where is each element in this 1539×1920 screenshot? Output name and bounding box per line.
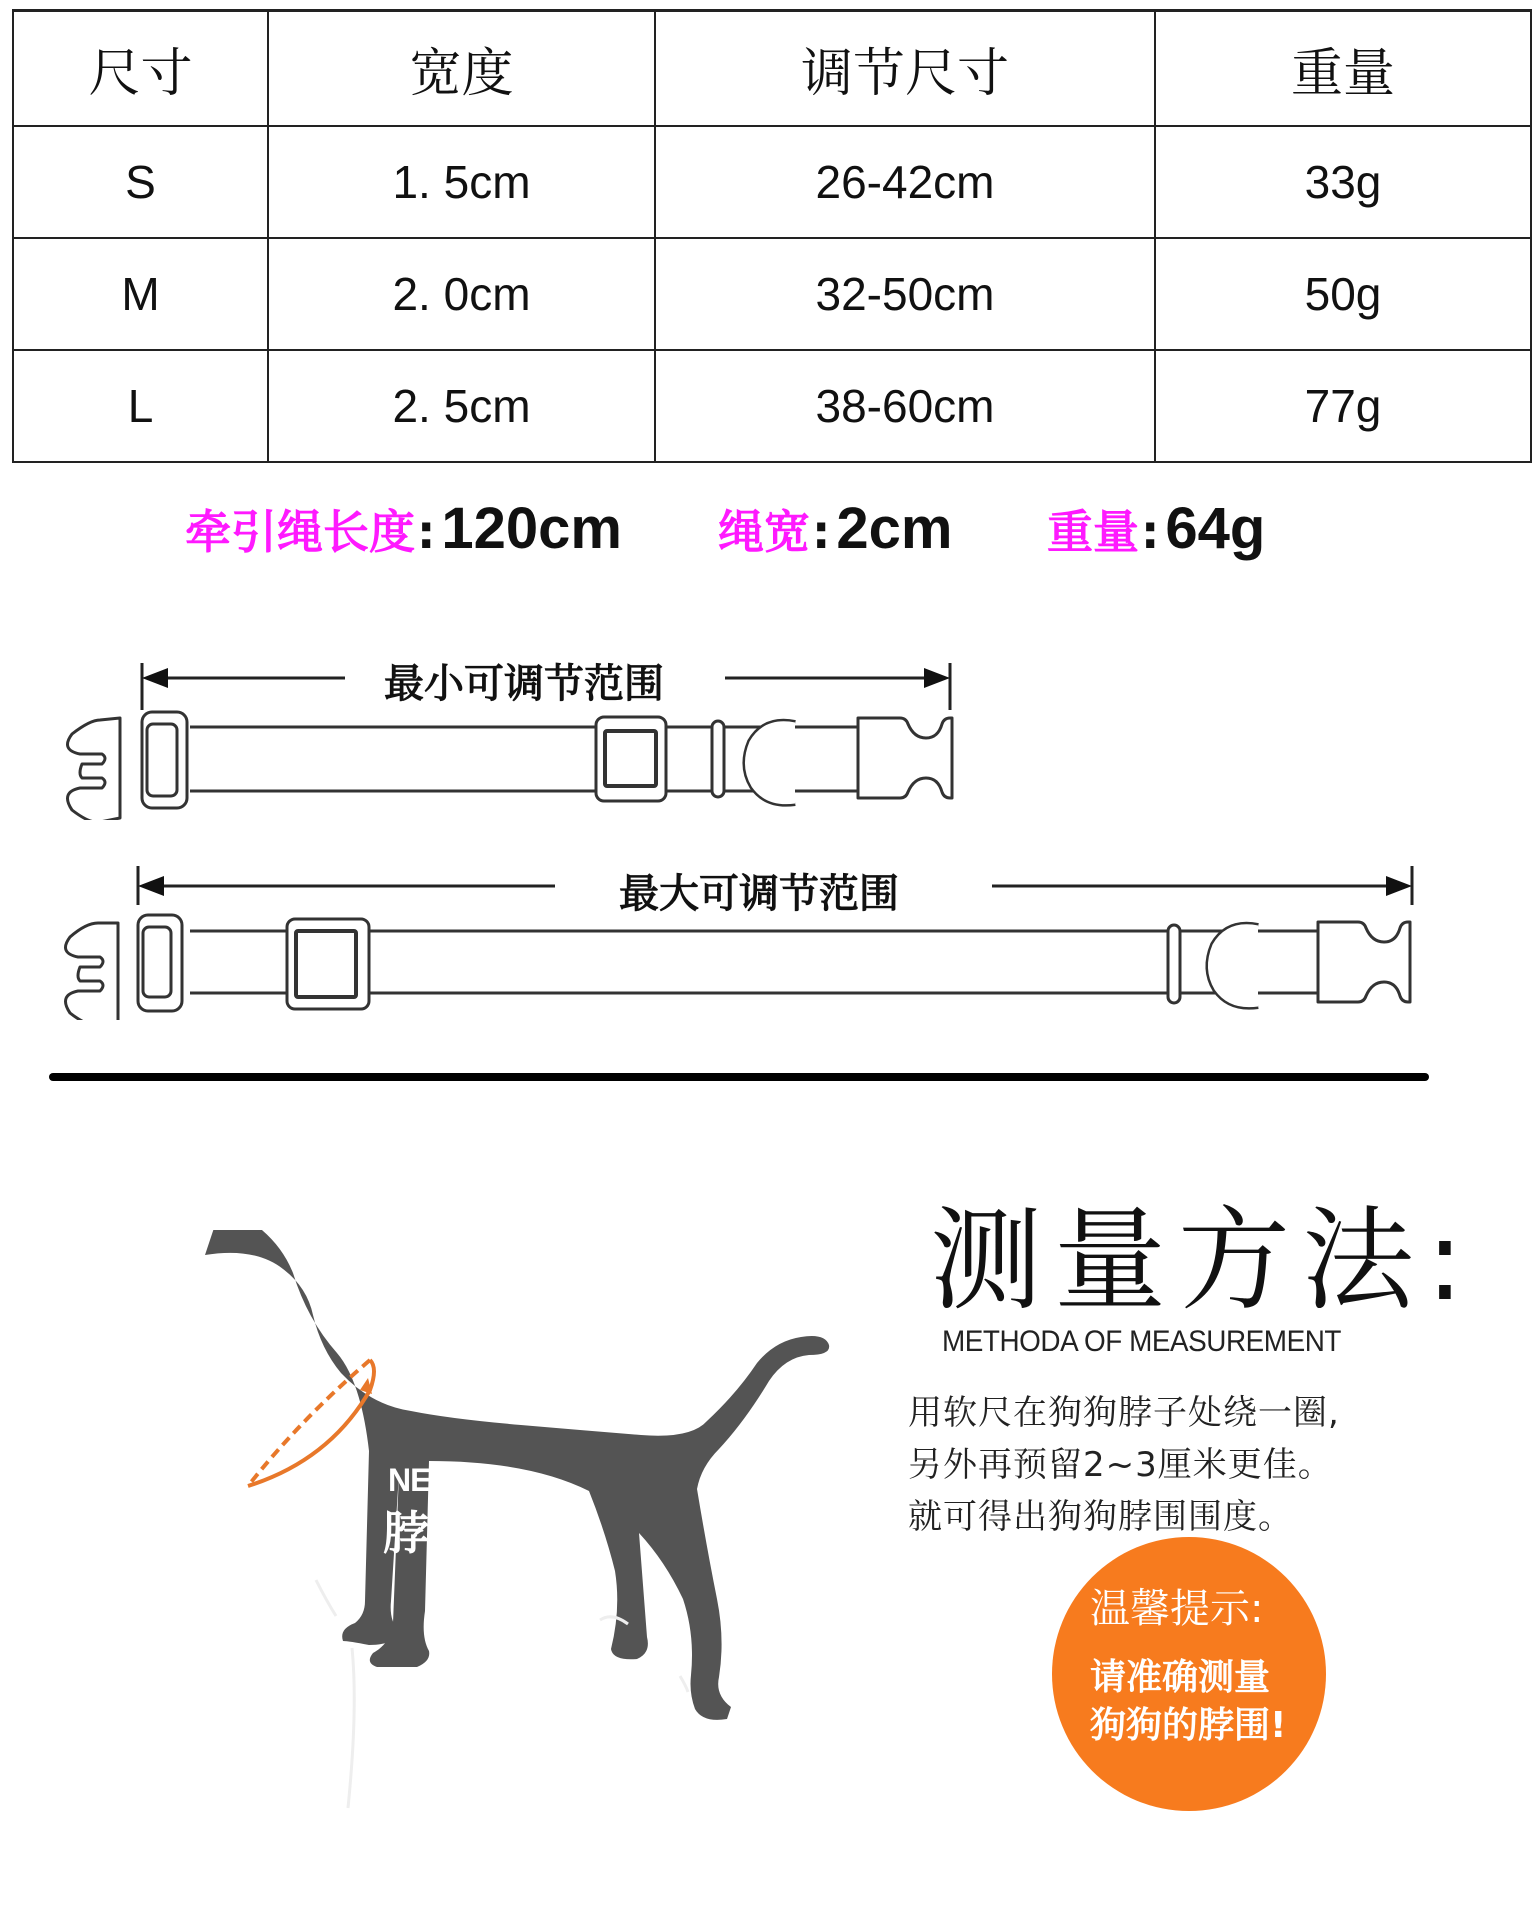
neck-label-cn: 脖围	[383, 1506, 479, 1560]
measurement-line-1: 用软尺在狗狗脖子处绕一圈,	[908, 1393, 1340, 1433]
tip-line-1: 请准确测量	[1090, 1657, 1271, 1698]
cell-width: 1. 5cm	[268, 126, 655, 238]
measurement-title: 测量方法:	[930, 1196, 1476, 1326]
leash-weight-value: 64g	[1165, 496, 1266, 561]
cell-size: L	[13, 350, 268, 462]
tip-badge	[1052, 1537, 1326, 1811]
tip-line-2: 狗狗的脖围!	[1090, 1705, 1287, 1746]
table-header-row	[13, 11, 1531, 127]
arrow-right-icon	[1386, 876, 1412, 896]
header-width: 宽度	[268, 11, 655, 127]
leash-width-spec: 绳宽: 2cm	[718, 496, 953, 561]
neck-label-en: NECK	[388, 1462, 475, 1498]
dog-silhouette-icon	[100, 1230, 880, 1850]
arrow-left-icon	[138, 876, 164, 896]
cell-size: S	[13, 126, 268, 238]
leash-weight-spec: 重量: 64g	[1047, 496, 1266, 561]
header-weight: 重量	[1155, 11, 1531, 127]
cell-adjust: 38-60cm	[655, 350, 1155, 462]
header-adjust: 调节尺寸	[655, 11, 1155, 127]
leash-length-spec: 牵引绳长度: 120cm	[185, 496, 623, 561]
neck-measure-ring	[248, 1360, 374, 1486]
leash-width-label: 绳宽	[718, 505, 810, 559]
cell-width: 2. 5cm	[268, 350, 655, 462]
tip-title: 温馨提示:	[1090, 1586, 1264, 1632]
arrow-left-icon	[142, 668, 168, 688]
cell-weight: 50g	[1155, 238, 1531, 350]
arrow-right-icon	[924, 668, 950, 688]
cell-adjust: 26-42cm	[655, 126, 1155, 238]
measurement-line-3: 就可得出狗狗脖围围度。	[908, 1497, 1293, 1537]
leash-length-label: 牵引绳长度	[185, 505, 415, 559]
cell-size: M	[13, 238, 268, 350]
header-size: 尺寸	[13, 11, 268, 127]
leash-width-value: 2cm	[836, 496, 953, 561]
cell-width: 2. 0cm	[268, 238, 655, 350]
section-divider	[49, 1073, 1429, 1081]
leash-specs	[0, 488, 1539, 568]
max-range-label: 最大可调节范围	[605, 862, 913, 919]
min-range-label: 最小可调节范围	[370, 652, 678, 709]
table-row	[13, 126, 1531, 238]
cell-weight: 33g	[1155, 126, 1531, 238]
measurement-subtitle: METHODA OF MEASUREMENT	[942, 1325, 1341, 1358]
table-row	[13, 350, 1531, 462]
leash-length-value: 120cm	[441, 496, 623, 561]
table-row	[13, 238, 1531, 350]
leash-weight-label: 重量	[1047, 505, 1139, 559]
measurement-line-2: 另外再预留2~3厘米更佳。	[908, 1445, 1333, 1485]
collar-min-diagram	[0, 640, 1539, 820]
cell-weight: 77g	[1155, 350, 1531, 462]
size-table	[12, 9, 1532, 463]
cell-adjust: 32-50cm	[655, 238, 1155, 350]
